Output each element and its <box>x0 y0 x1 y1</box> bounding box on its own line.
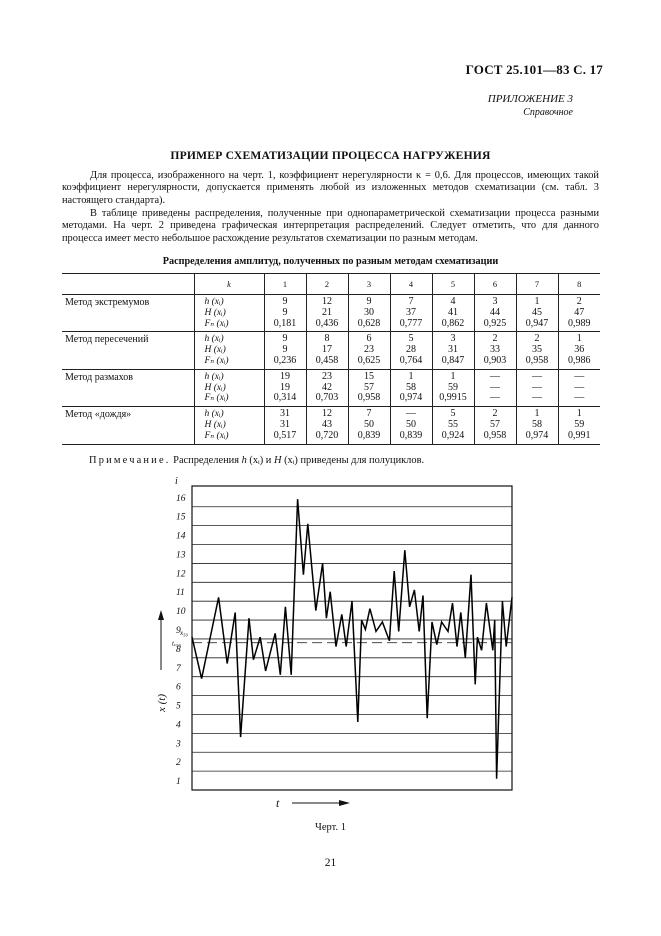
table-cell <box>516 332 558 369</box>
table-cell <box>390 332 432 369</box>
cell-value: 12 <box>322 296 332 307</box>
cell-value: 7 <box>408 296 414 307</box>
cell-value: — <box>532 370 542 382</box>
table-cell <box>432 295 474 332</box>
level-tick-label: 15 <box>176 512 186 523</box>
cell-value: 50 <box>364 418 374 430</box>
level-tick-label: 14 <box>176 531 186 542</box>
distribution-table <box>62 273 600 445</box>
column-header: 8 <box>558 274 600 295</box>
column-header: 4 <box>390 274 432 295</box>
cell-value: 1 <box>408 370 414 382</box>
paragraph-2 <box>62 208 599 245</box>
column-header: 6 <box>474 274 516 295</box>
cell-value: 28 <box>406 344 416 356</box>
cell-value: 9 <box>282 333 288 345</box>
cell-value: 0,989 <box>568 317 591 329</box>
cell-value: 0,777 <box>399 317 423 329</box>
cell-value: 0,947 <box>525 317 549 329</box>
row-label: H (xᵢ) <box>204 307 226 318</box>
row-label: Fₙ (xᵢ) <box>204 393 229 404</box>
column-header: 1 <box>264 274 306 295</box>
paragraph-1 <box>62 170 599 207</box>
appendix-number: ПРИЛОЖЕНИЕ 3 <box>487 93 573 105</box>
cell-value: 0,181 <box>273 317 297 329</box>
cell-value: 21 <box>322 306 332 318</box>
row-labels <box>194 295 264 332</box>
cell-value: 9 <box>282 306 288 318</box>
cell-value: 0,517 <box>273 429 297 441</box>
level-tick-label: 7 <box>176 663 181 674</box>
table-cell <box>558 407 600 444</box>
table-cell <box>558 332 600 369</box>
cell-value: — <box>490 370 500 382</box>
cell-value: 41 <box>448 306 458 318</box>
cell-value: 1 <box>450 370 456 382</box>
table-cell <box>558 295 600 332</box>
cell-value: 0,839 <box>357 429 381 441</box>
table-cell <box>348 295 390 332</box>
cell-value: 37 <box>406 306 416 318</box>
cell-value: 15 <box>364 370 374 382</box>
note-text: (xᵢ) и <box>246 455 274 466</box>
cell-value: 19 <box>280 381 290 393</box>
method-name: Метод экстремумов <box>62 295 194 332</box>
cell-value: 0,974 <box>525 429 549 441</box>
level-tick-label: 6 <box>176 682 181 693</box>
table-cell <box>264 295 306 332</box>
cell-value: 44 <box>490 306 500 318</box>
cell-value: 0,628 <box>357 317 381 329</box>
cell-value: 0,991 <box>568 429 591 441</box>
cell-value: 19 <box>280 370 290 382</box>
table-cell <box>390 295 432 332</box>
level-tick-label: 13 <box>176 550 186 561</box>
cell-value: 9 <box>282 344 288 356</box>
row-label: h (xᵢ) <box>204 297 224 307</box>
level-tick-label: 11 <box>176 588 185 599</box>
cell-value: 58 <box>406 381 416 393</box>
cell-value: 0,436 <box>315 317 339 329</box>
level-tick-label: 10 <box>176 607 186 618</box>
cell-value: 0,958 <box>483 429 507 441</box>
table-cell <box>432 332 474 369</box>
cell-value: 0,839 <box>399 429 423 441</box>
table-cell <box>264 369 306 406</box>
table-row <box>62 332 600 369</box>
level-marker-label: tₓ₅₀ <box>172 639 181 648</box>
cell-value: 2 <box>576 296 582 307</box>
table-row <box>62 369 600 406</box>
table-cell <box>558 369 600 406</box>
cell-value: 0,720 <box>315 429 339 441</box>
cell-value: — <box>574 381 585 393</box>
cell-value: 2 <box>492 408 498 420</box>
cell-value: 1 <box>576 333 582 345</box>
cell-value: — <box>574 392 585 404</box>
x-axis-annotation <box>270 795 360 813</box>
cell-value: 6 <box>366 333 372 345</box>
table-cell <box>516 407 558 444</box>
cell-value: 0,847 <box>441 354 465 366</box>
page-header-standard: ГОСТ 25.101—83 С. 17 <box>465 62 603 77</box>
row-label: H (xᵢ) <box>204 419 226 430</box>
cell-value: 31 <box>280 408 290 420</box>
chart-level-labels <box>172 476 189 787</box>
cell-value: 8 <box>324 333 330 345</box>
column-header: 3 <box>348 274 390 295</box>
paragraph-text: Для процесса, изображенного на черт. 1, коэффициент нерегулярности κ = 0,6. Для процессов, имеющих такой коэффициент нерегулярности, допускается применять любой из изложенных методов схематизации (см. табл. 3 настоящего стандарта). <box>62 170 599 206</box>
column-header: 5 <box>432 274 474 295</box>
cell-value: — <box>532 381 542 393</box>
table-title: Распределения амплитуд, полученных по разным методам схематизации <box>162 256 499 267</box>
cell-value: — <box>532 392 542 404</box>
table-cell <box>474 332 516 369</box>
table-cell <box>432 369 474 406</box>
cell-value: 33 <box>490 344 500 356</box>
cell-value: 0,974 <box>399 392 423 404</box>
cell-value: 42 <box>322 381 332 393</box>
method-column-header <box>62 274 194 295</box>
cell-value: 35 <box>532 344 542 356</box>
cell-value: 5 <box>450 408 456 420</box>
level-tick-label: 2 <box>176 758 181 769</box>
level-tick-label: 12 <box>176 569 186 580</box>
cell-value: 0,925 <box>483 317 507 329</box>
table-cell <box>390 407 432 444</box>
cell-value: — <box>574 370 585 382</box>
note-text: (xᵢ) приведены для полуциклов. <box>281 455 425 466</box>
note-h: h <box>241 455 247 466</box>
process-chart <box>172 472 518 812</box>
table-cell <box>264 332 306 369</box>
cell-value: 45 <box>532 306 542 318</box>
section-title: ПРИМЕР СХЕМАТИЗАЦИИ ПРОЦЕССА НАГРУЖЕНИЯ <box>170 149 491 162</box>
table-cell <box>348 369 390 406</box>
cell-value: 0,236 <box>273 354 297 366</box>
y-axis-arrowhead <box>158 610 164 620</box>
cell-value: 0,703 <box>315 392 339 404</box>
table-header-row <box>62 274 600 295</box>
level-tick-label: 1 <box>176 777 181 788</box>
x-axis-arrowhead <box>339 800 350 806</box>
cell-value: 1 <box>534 296 540 307</box>
row-labels <box>194 332 264 369</box>
row-label: Fₙ (xᵢ) <box>204 318 229 329</box>
figure-caption: Черт. 1 <box>315 822 346 833</box>
row-label: h (xᵢ) <box>204 334 224 345</box>
method-name: Метод размахов <box>62 369 194 406</box>
cell-value: 30 <box>364 306 374 318</box>
cell-value: — <box>406 408 416 420</box>
appendix-label <box>488 93 573 119</box>
cell-value: 57 <box>490 418 500 430</box>
level-tick-label: 8 <box>176 644 181 655</box>
row-label: h (xᵢ) <box>204 371 224 382</box>
cell-value: 57 <box>364 381 374 393</box>
table-cell <box>264 407 306 444</box>
k-column-header: k <box>194 274 264 295</box>
cell-value: 3 <box>492 296 498 307</box>
cell-value: 9 <box>282 296 288 307</box>
level-tick-label: 4 <box>176 720 181 731</box>
row-label: h (xᵢ) <box>204 409 224 420</box>
row-label: H (xᵢ) <box>204 382 226 393</box>
cell-value: 0,625 <box>357 354 381 366</box>
row-label: Fₙ (xᵢ) <box>204 430 229 441</box>
method-name: Метод пересечений <box>62 332 194 369</box>
cell-value: 0,903 <box>483 354 507 366</box>
x-axis-label: t <box>276 796 280 810</box>
table-cell <box>474 407 516 444</box>
cell-value: 1 <box>576 408 582 420</box>
cell-value: 23 <box>364 344 374 356</box>
table-cell <box>348 407 390 444</box>
level-tick-label: 9 <box>176 626 181 637</box>
cell-value: 36 <box>574 344 585 356</box>
cell-value: 0,862 <box>441 317 465 329</box>
cell-value: 4 <box>450 296 456 307</box>
cell-value: 0,314 <box>273 392 297 404</box>
row-label: Fₙ (xᵢ) <box>204 355 229 366</box>
appendix-type: Справочное <box>523 107 573 118</box>
table-cell <box>306 332 348 369</box>
cell-value: 55 <box>448 418 458 430</box>
row-labels <box>194 369 264 406</box>
y-axis-annotation <box>150 600 172 730</box>
cell-value: 7 <box>366 408 372 420</box>
cell-value: 2 <box>534 333 540 345</box>
table-cell <box>306 369 348 406</box>
cell-value: 0,986 <box>568 354 591 366</box>
cell-value: 1 <box>534 408 540 420</box>
level-tick-label: 16 <box>176 493 186 504</box>
table-cell <box>474 295 516 332</box>
cell-value: 9 <box>366 296 372 307</box>
row-labels <box>194 407 264 444</box>
table-cell <box>306 407 348 444</box>
cell-value: 5 <box>408 333 414 345</box>
column-header: 7 <box>516 274 558 295</box>
cell-value: 0,458 <box>315 354 339 366</box>
table-cell <box>390 369 432 406</box>
cell-value: — <box>490 392 500 404</box>
table-cell <box>432 407 474 444</box>
cell-value: 0,958 <box>525 354 549 366</box>
cell-value: 23 <box>322 370 332 382</box>
cell-value: 17 <box>322 344 332 356</box>
table-cell <box>348 332 390 369</box>
level-marker-label: x₅₀ <box>180 629 188 637</box>
column-header: 2 <box>306 274 348 295</box>
y-index-label: i <box>175 476 178 487</box>
cell-value: 43 <box>322 418 332 430</box>
level-tick-label: 5 <box>176 701 181 712</box>
table-row <box>62 295 600 332</box>
table-cell <box>306 295 348 332</box>
cell-value: — <box>490 381 500 393</box>
cell-value: 0,958 <box>357 392 381 404</box>
cell-value: 0,9915 <box>439 392 467 404</box>
table-cell <box>516 369 558 406</box>
cell-value: 31 <box>448 344 458 356</box>
note-text: Распределения <box>170 455 242 466</box>
cell-value: 12 <box>322 408 332 420</box>
note-prefix: Примечание. <box>89 455 171 466</box>
table-cell <box>474 369 516 406</box>
cell-value: 59 <box>574 418 585 430</box>
row-label: H (xᵢ) <box>204 345 226 356</box>
paragraph-text: В таблице приведены распределения, полученные при однопараметрической схематизации процесса разными методами. На черт. 2 приведена графическая интерпретация распределений. Следует отметить, что для данного процесса имеет место небольшое расхождение результатов схематизации по разным методам. <box>62 208 599 244</box>
table-row <box>62 407 600 444</box>
method-name: Метод «дождя» <box>62 407 194 444</box>
table-cell <box>516 295 558 332</box>
cell-value: 0,924 <box>441 429 465 441</box>
cell-value: 58 <box>532 418 542 430</box>
cell-value: 47 <box>574 306 585 318</box>
cell-value: 31 <box>280 418 290 430</box>
table-note <box>89 455 424 466</box>
y-axis-label-text: x (t) <box>156 693 168 712</box>
cell-value: 0,764 <box>399 354 423 366</box>
cell-value: 59 <box>448 381 458 393</box>
page-number: 21 <box>324 857 337 869</box>
cell-value: 50 <box>406 418 416 430</box>
cell-value: 3 <box>450 333 456 345</box>
level-tick-label: 3 <box>176 739 181 750</box>
cell-value: 2 <box>492 333 498 345</box>
note-H: H <box>273 455 282 466</box>
